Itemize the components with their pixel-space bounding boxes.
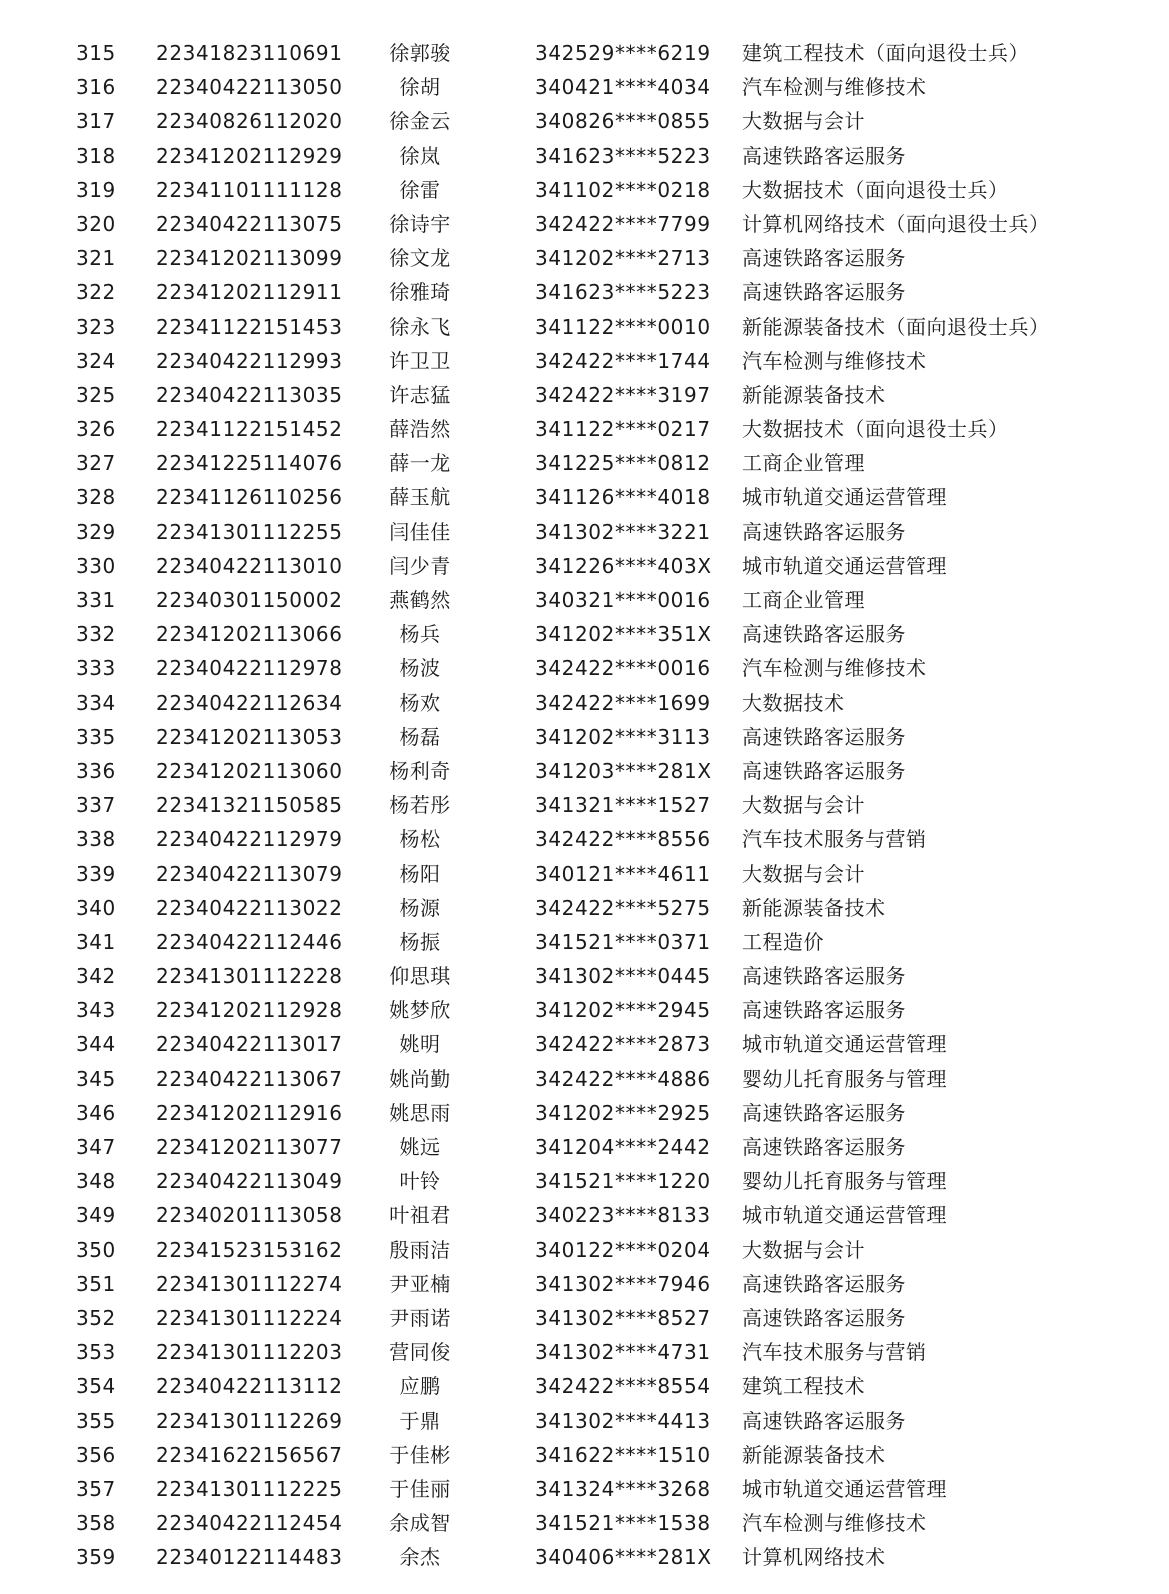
student-name: 许志猛 <box>389 382 451 407</box>
row-number: 334 <box>76 690 116 715</box>
student-name: 杨源 <box>399 895 441 920</box>
student-name: 徐金云 <box>389 109 451 134</box>
major-name: 汽车检测与维修技术 <box>742 348 927 373</box>
id-number: 341521****1220 <box>535 1169 711 1194</box>
table-row <box>0 275 1169 309</box>
major-name: 高速铁路客运服务 <box>742 246 906 271</box>
table-row <box>0 1062 1169 1096</box>
exam-number: 22341202113060 <box>156 758 343 783</box>
table-row <box>0 412 1169 446</box>
table-row <box>0 36 1169 70</box>
student-name: 叶祖君 <box>389 1203 451 1228</box>
table-row <box>0 857 1169 891</box>
major-name: 新能源装备技术 <box>742 1442 886 1467</box>
exam-number: 22340422112993 <box>156 348 343 373</box>
exam-number: 22341301112255 <box>156 519 343 544</box>
table-row <box>0 70 1169 104</box>
student-name: 于佳彬 <box>389 1442 451 1467</box>
id-number: 342422****8556 <box>535 827 711 852</box>
row-number: 358 <box>76 1511 116 1536</box>
student-name: 徐永飞 <box>389 314 451 339</box>
row-number: 330 <box>76 553 116 578</box>
id-number: 341202****3113 <box>535 724 711 749</box>
major-name: 婴幼儿托育服务与管理 <box>742 1169 947 1194</box>
row-number: 317 <box>76 109 116 134</box>
major-name: 城市轨道交通运营管理 <box>742 1203 947 1228</box>
student-name: 许卫卫 <box>389 348 451 373</box>
exam-number: 22340422113050 <box>156 75 343 100</box>
id-number: 341203****281X <box>535 758 712 783</box>
table-row <box>0 788 1169 822</box>
table-row <box>0 1438 1169 1472</box>
row-number: 359 <box>76 1545 116 1570</box>
table-row <box>0 754 1169 788</box>
major-name: 计算机网络技术（面向退役士兵） <box>742 211 1050 236</box>
major-name: 大数据技术（面向退役士兵） <box>742 177 1009 202</box>
id-number: 342422****1699 <box>535 690 711 715</box>
row-number: 332 <box>76 622 116 647</box>
exam-number: 22340826112020 <box>156 109 343 134</box>
table-row <box>0 1198 1169 1232</box>
student-name: 薛浩然 <box>389 417 451 442</box>
table-row <box>0 207 1169 241</box>
student-name: 闫少青 <box>389 553 451 578</box>
major-name: 婴幼儿托育服务与管理 <box>742 1066 947 1091</box>
major-name: 新能源装备技术 <box>742 382 886 407</box>
major-name: 高速铁路客运服务 <box>742 1100 906 1125</box>
exam-number: 22341202112911 <box>156 280 343 305</box>
student-name: 杨若彤 <box>389 793 451 818</box>
student-name: 徐雅琦 <box>389 280 451 305</box>
student-name: 殷雨洁 <box>389 1237 451 1262</box>
student-name: 徐胡 <box>399 75 441 100</box>
row-number: 322 <box>76 280 116 305</box>
exam-number: 22341101111128 <box>156 177 343 202</box>
id-number: 341302****3221 <box>535 519 711 544</box>
student-name: 姚梦欣 <box>389 998 451 1023</box>
table-row <box>0 1540 1169 1574</box>
exam-number: 22341122151453 <box>156 314 343 339</box>
id-number: 341122****0217 <box>535 417 711 442</box>
row-number: 340 <box>76 895 116 920</box>
exam-number: 22340301150002 <box>156 588 343 612</box>
table-row <box>0 139 1169 173</box>
row-number: 356 <box>76 1442 116 1467</box>
row-number: 354 <box>76 1374 116 1399</box>
row-number: 342 <box>76 964 116 989</box>
major-name: 汽车技术服务与营销 <box>742 827 927 852</box>
table-row <box>0 104 1169 138</box>
student-name: 杨松 <box>399 827 441 852</box>
id-number: 341102****0218 <box>535 177 711 202</box>
id-number: 341302****8527 <box>535 1305 711 1330</box>
student-name: 姚思雨 <box>389 1100 451 1125</box>
row-number: 347 <box>76 1135 116 1159</box>
row-number: 329 <box>76 519 116 544</box>
student-name: 姚尚勤 <box>389 1066 451 1091</box>
table-row <box>0 241 1169 275</box>
student-name: 燕鹤然 <box>389 588 451 612</box>
id-number: 341225****0812 <box>535 451 711 476</box>
table-row <box>0 720 1169 754</box>
exam-number: 22341202113077 <box>156 1135 343 1159</box>
table-row <box>0 993 1169 1027</box>
major-name: 高速铁路客运服务 <box>742 1135 906 1159</box>
major-name: 工商企业管理 <box>742 451 865 476</box>
exam-number: 22340422113067 <box>156 1066 343 1091</box>
student-name: 闫佳佳 <box>389 519 451 544</box>
id-number: 340826****0855 <box>535 109 711 134</box>
row-number: 320 <box>76 211 116 236</box>
exam-number: 22340122114483 <box>156 1545 343 1570</box>
table-row <box>0 480 1169 514</box>
table-row <box>0 1335 1169 1369</box>
row-number: 331 <box>76 588 116 612</box>
exam-number: 22341823110691 <box>156 41 343 65</box>
row-number: 348 <box>76 1169 116 1194</box>
major-name: 建筑工程技术（面向退役士兵） <box>742 41 1029 65</box>
exam-number: 22340422113049 <box>156 1169 343 1194</box>
table-row <box>0 891 1169 925</box>
student-name: 余杰 <box>399 1545 441 1570</box>
id-number: 341122****0010 <box>535 314 711 339</box>
exam-number: 22340422113079 <box>156 861 343 886</box>
id-number: 341126****4018 <box>535 485 711 510</box>
major-name: 大数据与会计 <box>742 861 865 886</box>
major-name: 城市轨道交通运营管理 <box>742 1476 947 1501</box>
row-number: 328 <box>76 485 116 510</box>
id-number: 341302****4413 <box>535 1408 711 1433</box>
id-number: 341321****1527 <box>535 793 711 818</box>
student-name: 杨磊 <box>399 724 441 749</box>
table-row <box>0 446 1169 480</box>
exam-number: 22341301112224 <box>156 1305 343 1330</box>
id-number: 342422****8554 <box>535 1374 711 1399</box>
major-name: 高速铁路客运服务 <box>742 758 906 783</box>
major-name: 新能源装备技术 <box>742 895 886 920</box>
major-name: 城市轨道交通运营管理 <box>742 485 947 510</box>
id-number: 342422****7799 <box>535 211 711 236</box>
table-row <box>0 925 1169 959</box>
major-name: 建筑工程技术 <box>742 1374 865 1399</box>
row-number: 335 <box>76 724 116 749</box>
table-row <box>0 1267 1169 1301</box>
admission-roster-table <box>0 36 1169 1574</box>
exam-number: 22341622156567 <box>156 1442 343 1467</box>
student-name: 仰思琪 <box>389 964 451 989</box>
id-number: 340406****281X <box>535 1545 712 1570</box>
exam-number: 22341202112929 <box>156 143 343 168</box>
exam-number: 22340201113058 <box>156 1203 343 1228</box>
id-number: 342422****1744 <box>535 348 711 373</box>
row-number: 333 <box>76 656 116 681</box>
row-number: 323 <box>76 314 116 339</box>
table-row <box>0 1233 1169 1267</box>
table-row <box>0 1130 1169 1164</box>
exam-number: 22341301112225 <box>156 1476 343 1501</box>
id-number: 342529****6219 <box>535 41 711 65</box>
major-name: 大数据技术 <box>742 690 845 715</box>
row-number: 338 <box>76 827 116 852</box>
id-number: 341623****5223 <box>535 143 711 168</box>
student-name: 杨利奇 <box>389 758 451 783</box>
student-name: 余成智 <box>389 1511 451 1536</box>
id-number: 341202****351X <box>535 622 712 647</box>
id-number: 341521****1538 <box>535 1511 711 1536</box>
exam-number: 22341301112274 <box>156 1271 343 1296</box>
id-number: 340121****4611 <box>535 861 711 886</box>
id-number: 341521****0371 <box>535 929 711 954</box>
table-row <box>0 1096 1169 1130</box>
major-name: 汽车检测与维修技术 <box>742 1511 927 1536</box>
row-number: 341 <box>76 929 116 954</box>
major-name: 大数据与会计 <box>742 793 865 818</box>
table-row <box>0 617 1169 651</box>
row-number: 325 <box>76 382 116 407</box>
student-name: 徐文龙 <box>389 246 451 271</box>
major-name: 城市轨道交通运营管理 <box>742 553 947 578</box>
table-row <box>0 549 1169 583</box>
id-number: 342422****3197 <box>535 382 711 407</box>
id-number: 341302****7946 <box>535 1271 711 1296</box>
major-name: 汽车检测与维修技术 <box>742 75 927 100</box>
table-row <box>0 1506 1169 1540</box>
major-name: 高速铁路客运服务 <box>742 1271 906 1296</box>
student-name: 徐诗宇 <box>389 211 451 236</box>
major-name: 高速铁路客运服务 <box>742 622 906 647</box>
table-row <box>0 686 1169 720</box>
exam-number: 22341225114076 <box>156 451 343 476</box>
id-number: 341623****5223 <box>535 280 711 305</box>
row-number: 339 <box>76 861 116 886</box>
exam-number: 22340422113017 <box>156 1032 343 1057</box>
row-number: 352 <box>76 1305 116 1330</box>
student-name: 营同俊 <box>389 1340 451 1365</box>
student-name: 杨波 <box>399 656 441 681</box>
major-name: 高速铁路客运服务 <box>742 1305 906 1330</box>
exam-number: 22340422112978 <box>156 656 343 681</box>
table-row <box>0 822 1169 856</box>
row-number: 353 <box>76 1340 116 1365</box>
id-number: 341202****2925 <box>535 1100 711 1125</box>
major-name: 高速铁路客运服务 <box>742 724 906 749</box>
row-number: 357 <box>76 1476 116 1501</box>
id-number: 341226****403X <box>535 553 712 578</box>
id-number: 341202****2945 <box>535 998 711 1023</box>
student-name: 薛玉航 <box>389 485 451 510</box>
table-row <box>0 1027 1169 1061</box>
row-number: 349 <box>76 1203 116 1228</box>
exam-number: 22340422113022 <box>156 895 343 920</box>
row-number: 315 <box>76 41 116 65</box>
major-name: 高速铁路客运服务 <box>742 998 906 1023</box>
major-name: 高速铁路客运服务 <box>742 1408 906 1433</box>
row-number: 324 <box>76 348 116 373</box>
id-number: 342422****4886 <box>535 1066 711 1091</box>
student-name: 姚远 <box>399 1135 441 1159</box>
student-name: 尹亚楠 <box>389 1271 451 1296</box>
exam-number: 22340422113035 <box>156 382 343 407</box>
student-name: 于鼎 <box>399 1408 441 1433</box>
major-name: 工商企业管理 <box>742 588 865 612</box>
row-number: 343 <box>76 998 116 1023</box>
row-number: 321 <box>76 246 116 271</box>
major-name: 汽车技术服务与营销 <box>742 1340 927 1365</box>
table-row <box>0 378 1169 412</box>
id-number: 340122****0204 <box>535 1237 711 1262</box>
exam-number: 22341301112228 <box>156 964 343 989</box>
exam-number: 22341126110256 <box>156 485 343 510</box>
major-name: 新能源装备技术（面向退役士兵） <box>742 314 1050 339</box>
exam-number: 22340422112446 <box>156 929 343 954</box>
row-number: 319 <box>76 177 116 202</box>
exam-number: 22340422113112 <box>156 1374 343 1399</box>
exam-number: 22341202113066 <box>156 622 343 647</box>
major-name: 高速铁路客运服务 <box>742 519 906 544</box>
major-name: 汽车检测与维修技术 <box>742 656 927 681</box>
major-name: 大数据与会计 <box>742 109 865 134</box>
student-name: 徐雷 <box>399 177 441 202</box>
exam-number: 22340422112979 <box>156 827 343 852</box>
exam-number: 22341202112916 <box>156 1100 343 1125</box>
row-number: 344 <box>76 1032 116 1057</box>
exam-number: 22341202113053 <box>156 724 343 749</box>
major-name: 大数据技术（面向退役士兵） <box>742 417 1009 442</box>
student-name: 杨振 <box>399 929 441 954</box>
student-name: 徐岚 <box>399 143 441 168</box>
table-row <box>0 959 1169 993</box>
major-name: 大数据与会计 <box>742 1237 865 1262</box>
table-row <box>0 1301 1169 1335</box>
student-name: 薛一龙 <box>389 451 451 476</box>
major-name: 高速铁路客运服务 <box>742 964 906 989</box>
row-number: 318 <box>76 143 116 168</box>
id-number: 340421****4034 <box>535 75 711 100</box>
student-name: 杨欢 <box>399 690 441 715</box>
exam-number: 22341301112203 <box>156 1340 343 1365</box>
table-row <box>0 1369 1169 1403</box>
major-name: 计算机网络技术 <box>742 1545 886 1570</box>
row-number: 351 <box>76 1271 116 1296</box>
id-number: 341622****1510 <box>535 1442 711 1467</box>
row-number: 355 <box>76 1408 116 1433</box>
student-name: 叶铃 <box>399 1169 441 1194</box>
id-number: 341204****2442 <box>535 1135 711 1159</box>
student-name: 应鹏 <box>399 1374 441 1399</box>
exam-number: 22341122151452 <box>156 417 343 442</box>
row-number: 346 <box>76 1100 116 1125</box>
row-number: 350 <box>76 1237 116 1262</box>
exam-number: 22341523153162 <box>156 1237 343 1262</box>
id-number: 340223****8133 <box>535 1203 711 1228</box>
exam-number: 22341202112928 <box>156 998 343 1023</box>
table-row <box>0 173 1169 207</box>
major-name: 高速铁路客运服务 <box>742 280 906 305</box>
id-number: 342422****5275 <box>535 895 711 920</box>
exam-number: 22341321150585 <box>156 793 343 818</box>
id-number: 340321****0016 <box>535 588 711 612</box>
student-name: 姚明 <box>399 1032 441 1057</box>
exam-number: 22340422112634 <box>156 690 343 715</box>
id-number: 342422****0016 <box>535 656 711 681</box>
row-number: 326 <box>76 417 116 442</box>
table-row <box>0 1472 1169 1506</box>
student-name: 尹雨诺 <box>389 1305 451 1330</box>
row-number: 345 <box>76 1066 116 1091</box>
id-number: 341324****3268 <box>535 1476 711 1501</box>
major-name: 高速铁路客运服务 <box>742 143 906 168</box>
student-name: 徐郭骏 <box>389 41 451 65</box>
exam-number: 22341202113099 <box>156 246 343 271</box>
id-number: 341302****4731 <box>535 1340 711 1365</box>
row-number: 327 <box>76 451 116 476</box>
major-name: 工程造价 <box>742 929 824 954</box>
table-row <box>0 1164 1169 1198</box>
table-row <box>0 1404 1169 1438</box>
table-row <box>0 583 1169 617</box>
id-number: 342422****2873 <box>535 1032 711 1057</box>
table-row <box>0 310 1169 344</box>
student-name: 于佳丽 <box>389 1476 451 1501</box>
exam-number: 22340422112454 <box>156 1511 343 1536</box>
id-number: 341202****2713 <box>535 246 711 271</box>
exam-number: 22341301112269 <box>156 1408 343 1433</box>
student-name: 杨兵 <box>399 622 441 647</box>
table-row <box>0 344 1169 378</box>
row-number: 336 <box>76 758 116 783</box>
exam-number: 22340422113010 <box>156 553 343 578</box>
table-row <box>0 515 1169 549</box>
row-number: 316 <box>76 75 116 100</box>
exam-number: 22340422113075 <box>156 211 343 236</box>
table-row <box>0 651 1169 685</box>
id-number: 341302****0445 <box>535 964 711 989</box>
row-number: 337 <box>76 793 116 818</box>
student-name: 杨阳 <box>399 861 441 886</box>
major-name: 城市轨道交通运营管理 <box>742 1032 947 1057</box>
